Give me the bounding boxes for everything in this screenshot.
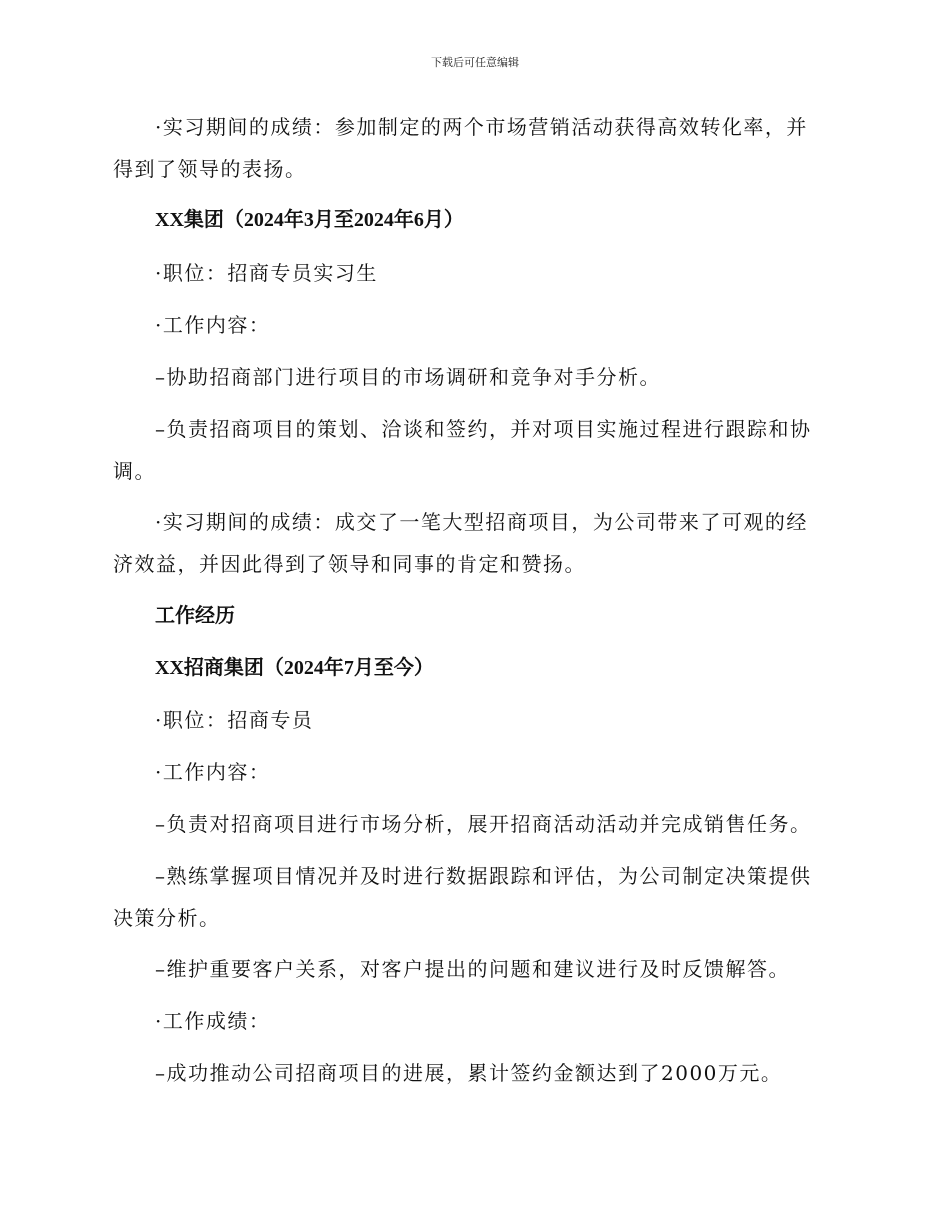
- job-content-label-1: ·工作内容：: [155, 313, 271, 337]
- position-intern: ·职位：招商专员实习生: [155, 261, 378, 285]
- work-achievements-label: ·工作成绩：: [155, 1009, 271, 1033]
- download-editable-note: 下载后可任意编辑: [431, 56, 519, 69]
- position-specialist: ·职位：招商专员: [155, 708, 314, 732]
- section-heading-xx-investment-group: XX招商集团（2024年7月至今）: [155, 657, 434, 679]
- job-duty-client-relations: –维护重要客户关系，对客户提出的问题和建议进行及时反馈解答。: [155, 957, 790, 981]
- section-heading-work-experience: 工作经历: [155, 605, 235, 627]
- job-duty-project-planning: –负责招商项目的策划、洽谈和签约，并对项目实施过程进行跟踪和协调。: [113, 417, 812, 483]
- internship-achievement-1: ·实习期间的成绩：参加制定的两个市场营销活动获得高效转化率，并得到了领导的表扬。: [113, 115, 808, 181]
- work-achievement-signing: –成功推动公司招商项目的进展，累计签约金额达到了2000万元。: [155, 1061, 783, 1085]
- section-heading-xx-group: XX集团（2024年3月至2024年6月）: [155, 209, 464, 231]
- internship-achievement-2: ·实习期间的成绩：成交了一笔大型招商项目，为公司带来了可观的经济效益，并因此得到了领导和同事的肯定和赞扬。: [113, 510, 808, 576]
- job-duty-data-tracking: –熟练掌握项目情况并及时进行数据跟踪和评估，为公司制定决策提供决策分析。: [113, 864, 812, 930]
- job-duty-market-analysis: –负责对招商项目进行市场分析，展开招商活动活动并完成销售任务。: [155, 812, 812, 836]
- job-content-label-2: ·工作内容：: [155, 760, 271, 784]
- job-duty-market-research: –协助招商部门进行项目的市场调研和竞争对手分析。: [155, 365, 661, 389]
